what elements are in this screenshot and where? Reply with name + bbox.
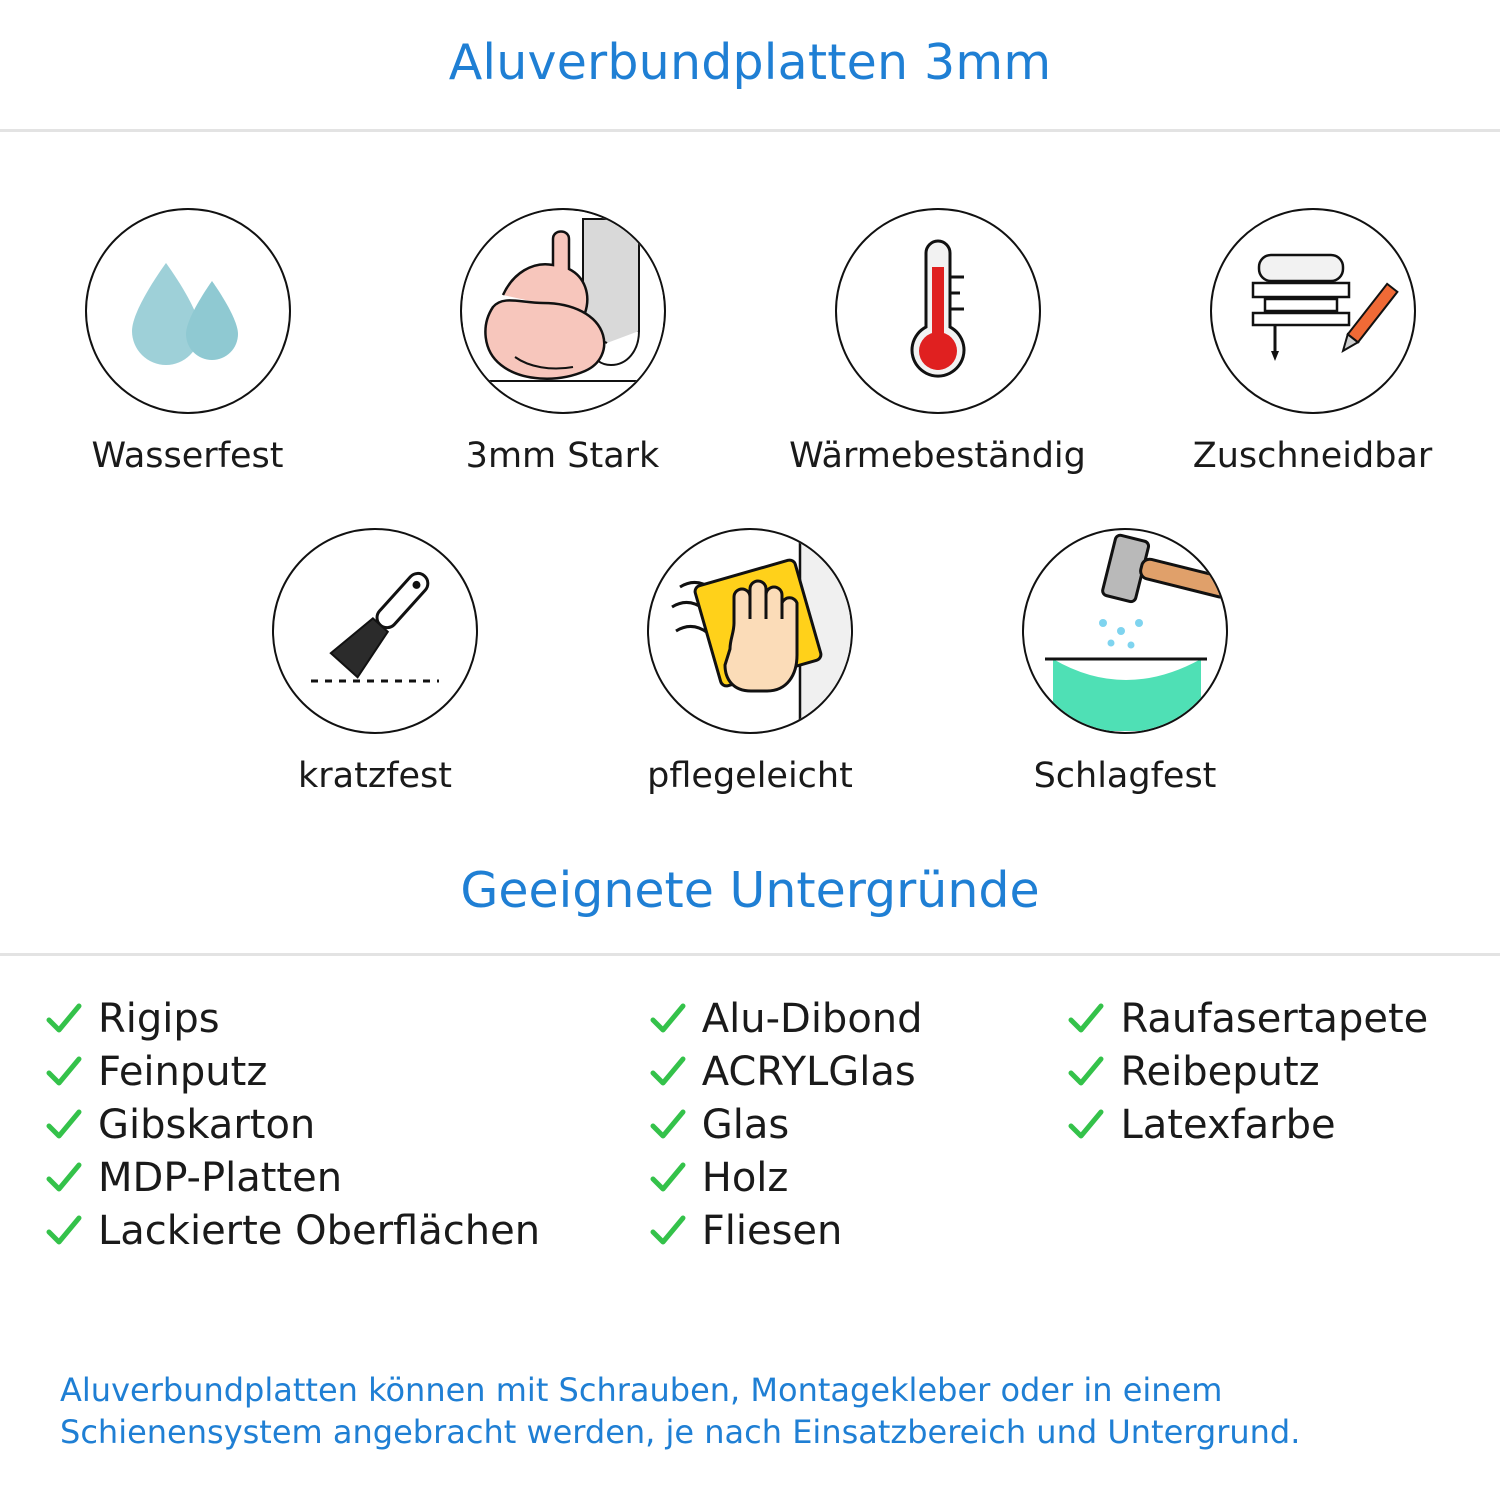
substrates-columns bbox=[0, 956, 1500, 1257]
jigsaw-cutter-icon bbox=[1210, 208, 1416, 414]
list-item bbox=[44, 1204, 648, 1257]
feature-label: Zuschneidbar bbox=[1192, 436, 1433, 476]
list-item bbox=[648, 1098, 1067, 1151]
list-item bbox=[648, 992, 1067, 1045]
check-icon bbox=[648, 999, 688, 1039]
list-item bbox=[44, 1045, 648, 1098]
feature-zuschneidbar bbox=[1125, 208, 1500, 476]
thermometer-icon bbox=[835, 208, 1041, 414]
feature-label: 3mm Stark bbox=[465, 436, 660, 476]
list-item-label: Rigips bbox=[98, 995, 220, 1042]
check-icon bbox=[44, 1052, 84, 1092]
substrates-column-1 bbox=[44, 992, 648, 1257]
list-item-label: Lackierte Oberflächen bbox=[98, 1207, 541, 1254]
feature-label: Wärmebeständig bbox=[789, 436, 1086, 476]
check-icon bbox=[1066, 1105, 1106, 1145]
feature-schlagfest bbox=[938, 528, 1313, 796]
feature-label: Wasserfest bbox=[91, 436, 284, 476]
list-item-label: Alu-Dibond bbox=[701, 995, 923, 1042]
list-item bbox=[1066, 992, 1456, 1045]
list-item-label: Fliesen bbox=[701, 1207, 843, 1254]
check-icon bbox=[44, 1105, 84, 1145]
list-item bbox=[1066, 1098, 1456, 1151]
check-icon bbox=[648, 1211, 688, 1251]
list-item-label: ACRYLGlas bbox=[701, 1048, 916, 1095]
list-item bbox=[44, 1151, 648, 1204]
list-item bbox=[1066, 1045, 1456, 1098]
footnote-text: Aluverbundplatten können mit Schrauben, Montagekleber oder in einem Schienensystem angebracht werden, je nach Einsatzbereich und Untergrund. bbox=[60, 1370, 1301, 1452]
list-item-label: Feinputz bbox=[98, 1048, 268, 1095]
check-icon bbox=[1066, 1052, 1106, 1092]
feature-kratzfest bbox=[188, 528, 563, 796]
feature-row-1 bbox=[0, 208, 1500, 476]
check-icon bbox=[44, 999, 84, 1039]
feature-3mm-stark bbox=[375, 208, 750, 476]
list-item-label: Glas bbox=[701, 1101, 790, 1148]
feature-label: Schlagfest bbox=[1033, 756, 1217, 796]
list-item-label: Gibskarton bbox=[98, 1101, 316, 1148]
knife-scratch-icon bbox=[272, 528, 478, 734]
check-icon bbox=[648, 1158, 688, 1198]
list-item-label: Latexfarbe bbox=[1120, 1101, 1336, 1148]
list-item-label: MDP-Platten bbox=[98, 1154, 343, 1201]
water-drops-icon bbox=[85, 208, 291, 414]
list-item bbox=[648, 1204, 1067, 1257]
substrates-section bbox=[0, 860, 1500, 1257]
list-item-label: Reibeputz bbox=[1120, 1048, 1320, 1095]
list-item bbox=[44, 992, 648, 1045]
list-item bbox=[648, 1151, 1067, 1204]
feature-label: pflegeleicht bbox=[647, 756, 853, 796]
substrates-column-3 bbox=[1066, 992, 1456, 1257]
feature-row-2 bbox=[0, 528, 1500, 796]
hammer-impact-icon bbox=[1022, 528, 1228, 734]
feature-waermebestaendig bbox=[750, 208, 1125, 476]
check-icon bbox=[648, 1052, 688, 1092]
list-item-label: Raufasertapete bbox=[1120, 995, 1429, 1042]
feature-wasserfest bbox=[0, 208, 375, 476]
substrates-column-2 bbox=[648, 992, 1067, 1257]
check-icon bbox=[44, 1211, 84, 1251]
strong-arm-icon bbox=[460, 208, 666, 414]
list-item bbox=[44, 1098, 648, 1151]
list-item-label: Holz bbox=[701, 1154, 789, 1201]
check-icon bbox=[44, 1158, 84, 1198]
feature-pflegeleicht bbox=[563, 528, 938, 796]
feature-label: kratzfest bbox=[297, 756, 452, 796]
title-divider bbox=[0, 129, 1500, 132]
substrates-title: Geeignete Untergründe bbox=[460, 862, 1040, 919]
cleaning-cloth-hand-icon bbox=[647, 528, 853, 734]
check-icon bbox=[648, 1105, 688, 1145]
check-icon bbox=[1066, 999, 1106, 1039]
page-title: Aluverbundplatten 3mm bbox=[448, 34, 1052, 91]
list-item bbox=[648, 1045, 1067, 1098]
